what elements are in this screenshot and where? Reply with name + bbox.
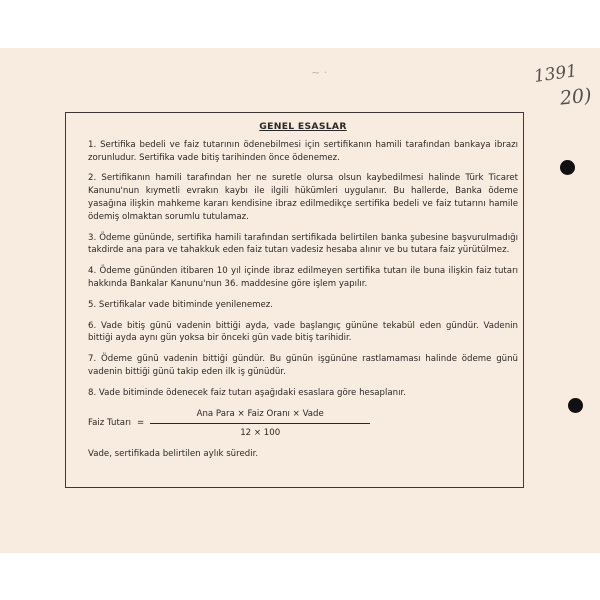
formula-label: Faiz Tutarı (88, 418, 131, 429)
term-paragraph-1: 1. Sertifika bedeli ve faiz tutarının ödenebilmesi için sertifikanın hamili tarafından bankaya ibrazı zorunludur. Sertifika vade bitiş tarihinden önce ödenemez. (88, 139, 518, 163)
term-footer: Vade, sertifikada belirtilen aylık süredir. (88, 449, 259, 460)
handwritten-note-line2: 20) (558, 84, 593, 110)
document-title: GENEL ESASLAR (259, 121, 347, 132)
punch-hole-icon (568, 398, 583, 413)
term-paragraph-3: 3. Ödeme gününde, sertifika hamili tarafından sertifikada belirtilen banka şubesine başvurulmadığı takdirde ana para ve tahakkuk eden faiz tutarı vadesiz hesaba alınır ve bu tutara faiz yürütülmez. (88, 232, 518, 256)
formula-numerator: Ana Para × Faiz Oranı × Vade (150, 408, 370, 425)
formula-denominator: 12 × 100 (240, 428, 281, 439)
term-paragraph-5: 5. Sertifikalar vade bitiminde yenilenemez. (88, 299, 274, 310)
term-paragraph-6: 6. Vade bitiş günü vadenin bittiği ayda, vade başlangıç gününe tekabül eden gündür. Vadenin bittiği ayda aynı gün yoksa bir önceki gün vade bitiş tarihidir. (88, 320, 518, 344)
handwritten-note-line1: 1391 (532, 61, 579, 87)
term-paragraph-4: 4. Ödeme gününden itibaren 10 yıl içinde ibraz edilmeyen sertifika tutarı ile buna ilişkin faiz tutarı hakkında Bankalar Kanunu'nun 36. maddesine göre işlem yapılır. (88, 266, 518, 289)
term-paragraph-8: 8. Vade bitiminde ödenecek faiz tutarı aşağıdaki esaslara göre hesaplanır. (88, 387, 406, 398)
punch-hole-icon (560, 160, 575, 175)
formula-equals-sign: = (137, 418, 145, 429)
interest-formula (88, 408, 518, 441)
term-paragraph-7: 7. Ödeme günü vadenin bittiği gündür. Bu günün işgününe rastlamaması halinde ödeme günü vadenin bittiği günü takip eden ilk iş günüdür. (88, 354, 518, 377)
terms-content (88, 121, 518, 469)
formula-fraction (150, 408, 370, 441)
term-paragraph-2: 2. Sertifikanın hamili tarafından her ne suretle olursa olsun kaybedilmesi halinde Türk Ticaret Kanunu'nun kıymetli evrakın kaybı ile ilgili hükümleri uygulanır. Bu hallerde, Banka ödeme yasağına ilişkin mahkeme kararı kendisine ibraz edilmedikçe sertifika bedeli ve faiz tutarını hamile ödemiş olmaktan sorumlu tutulamaz. (88, 173, 518, 222)
pencil-mark-icon: ~ · (311, 66, 328, 79)
